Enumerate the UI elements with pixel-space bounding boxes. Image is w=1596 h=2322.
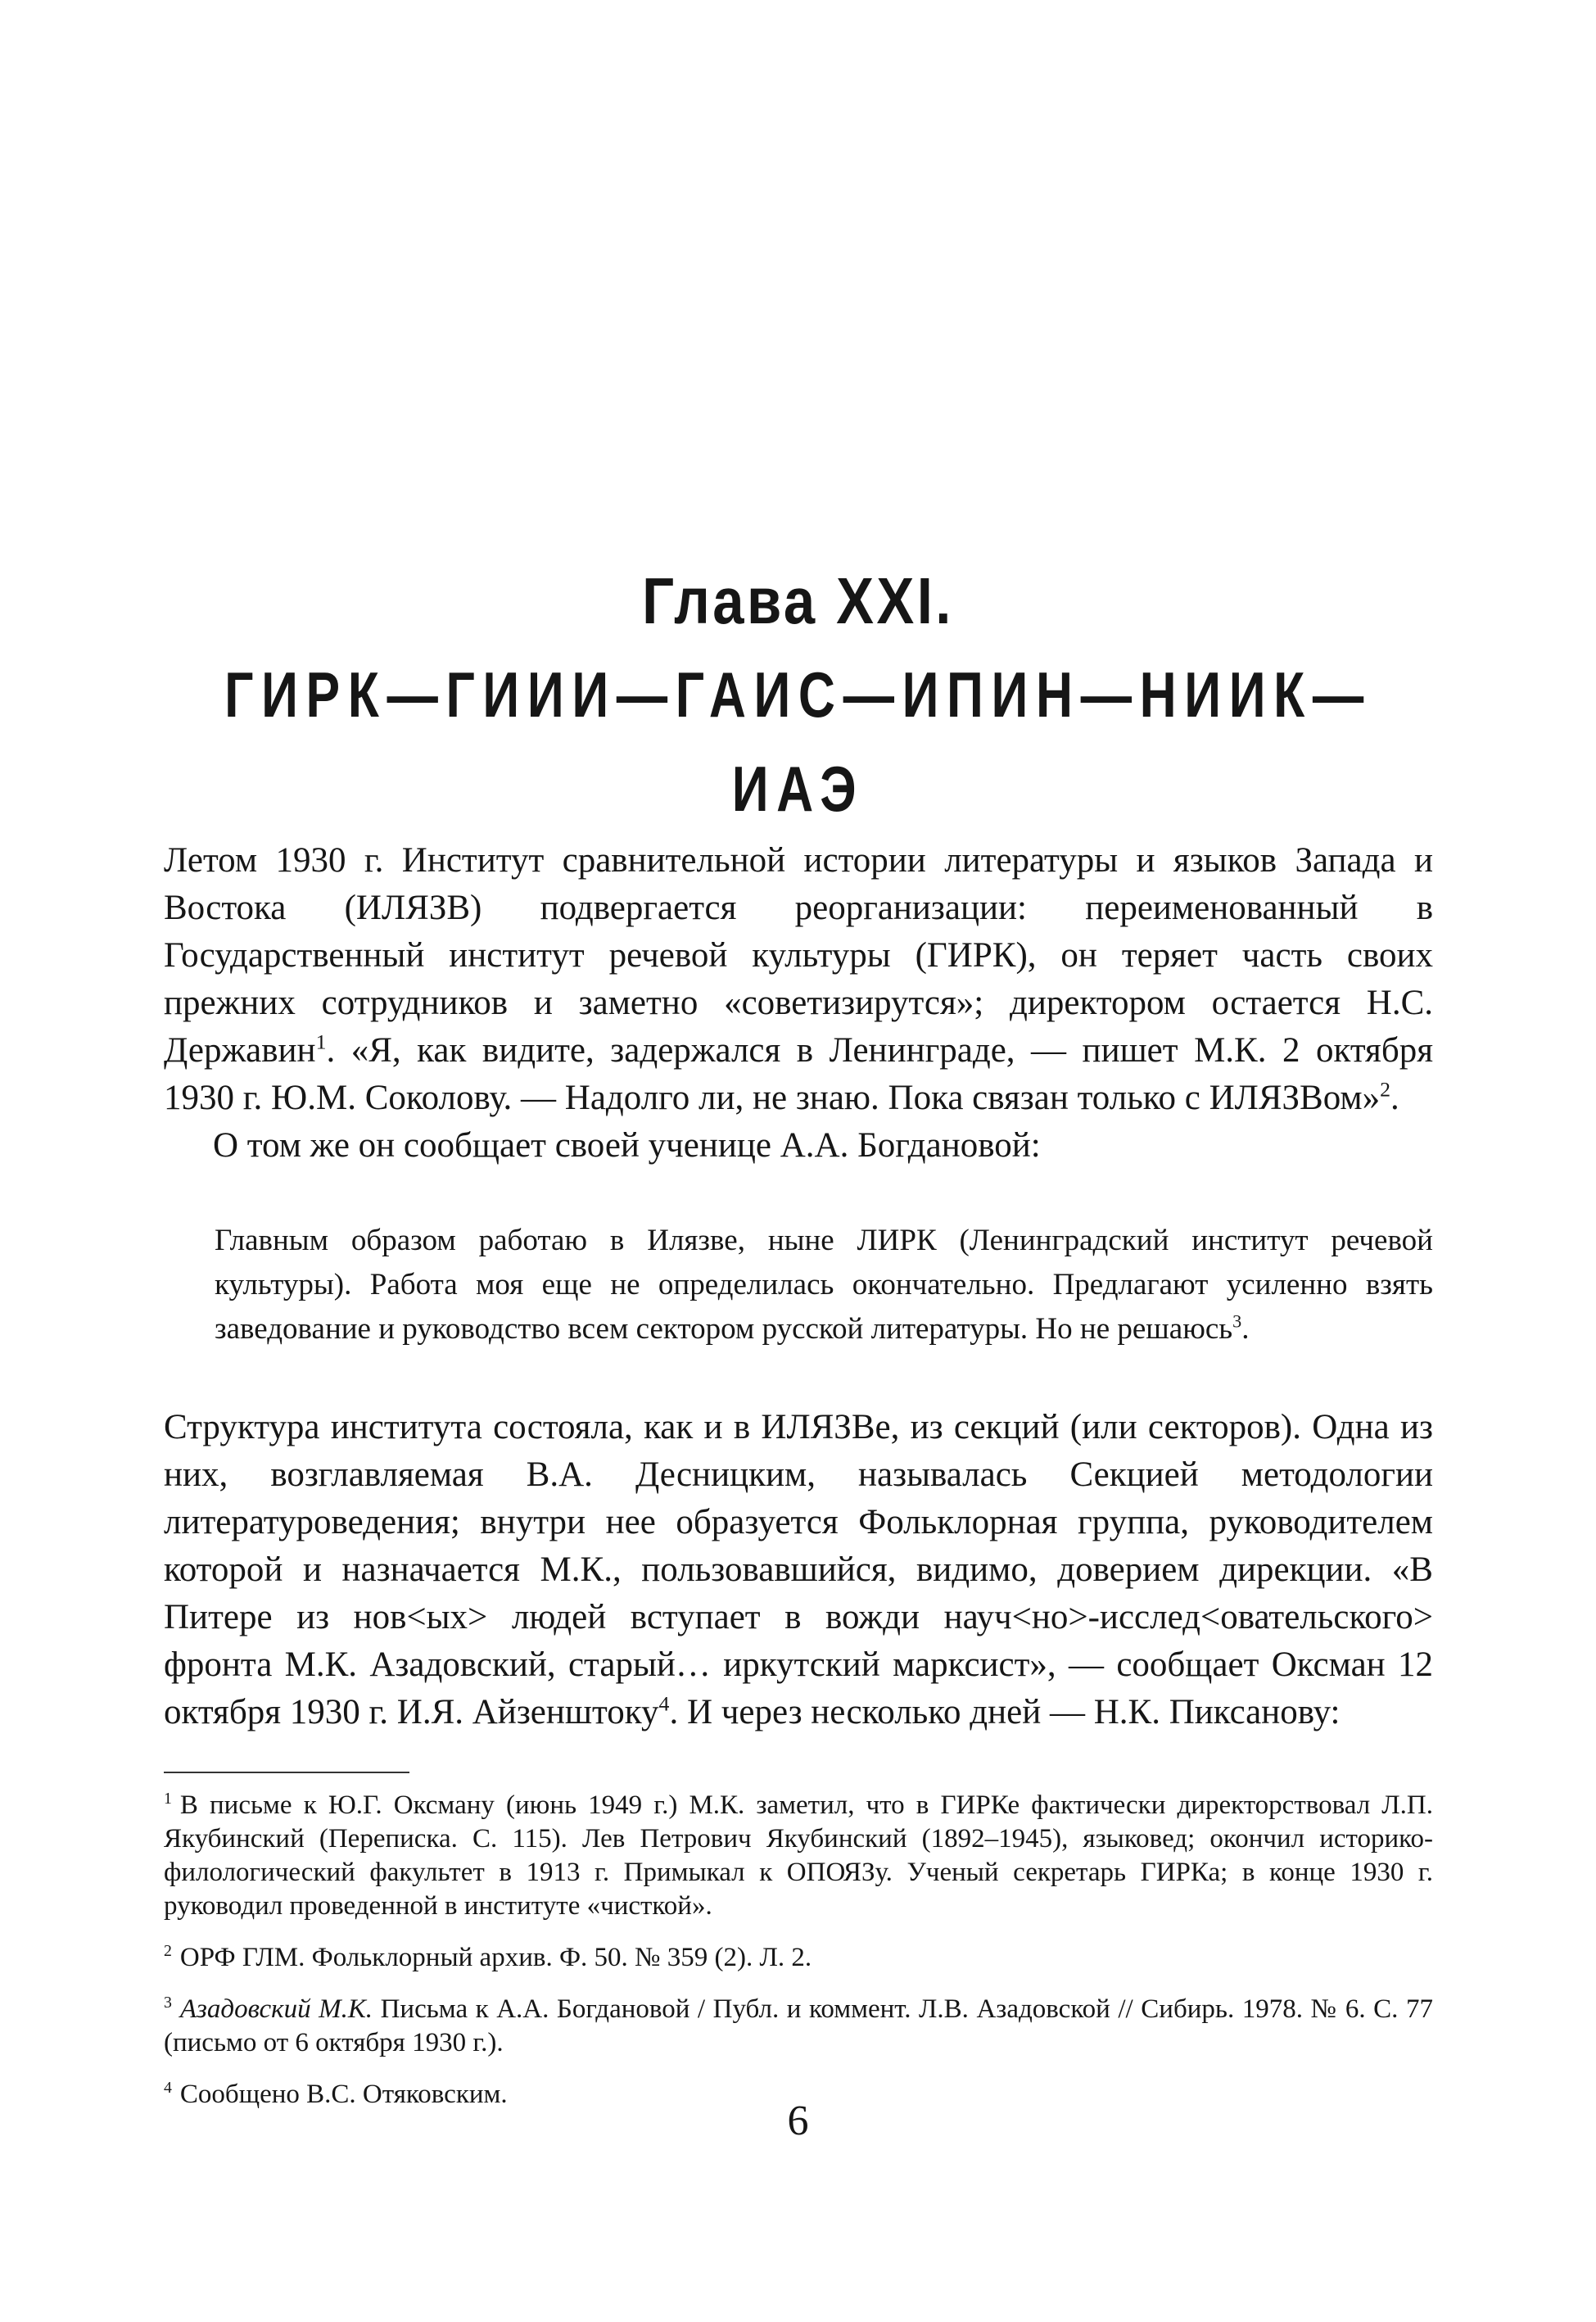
- paragraph-2: [164, 1404, 1433, 1736]
- chapter-title: [0, 554, 1596, 836]
- footnote-text-2: ОРФ ГЛМ. Фольклорный архив. Ф. 50. № 359 (2). Л. 2.: [179, 1943, 812, 1972]
- footnote-1: [164, 1789, 1433, 1923]
- block-quote: [215, 1219, 1433, 1351]
- paragraph-2-part-b: . И через несколько дней — Н.К. Пиксанову:: [669, 1693, 1341, 1731]
- block-quote-body: Главным образом работаю в Илязве, ныне ЛИРК (Ленинградский институт речевой культуры). Работа моя еще не определилась окончательно. Предлагают усиленно взять заведование и руководство всем сектором русской литературы. Но не решаюсь: [215, 1224, 1433, 1346]
- footnote-mark-4: 4: [164, 2079, 172, 2097]
- paragraph-1-part-b: . «Я, как видите, задержался в Ленинграде, — пишет М.К. 2 октября 1930 г. Ю.М. Соколову. — Надолго ли, не знаю. Пока связан только с ИЛЯЗВом»: [164, 1031, 1433, 1117]
- paragraph-1-part-c: .: [1390, 1079, 1399, 1117]
- footnote-text-1: В письме к Ю.Г. Оксману (июнь 1949 г.) М.К. заметил, что в ГИРКе фактически директорствовал Л.П. Якубинский (Переписка. С. 115). Лев Петрович Якубинский (1892–1945), языковед; окончил историко-филологический факультет в 1913 г. Примыкал к ОПОЯЗу. Ученый секретарь ГИРКа; в конце 1930 г. руководил проведенной в институте «чисткой».: [164, 1790, 1433, 1921]
- paragraph-1-text: [164, 837, 1433, 1122]
- block-quote-end: .: [1241, 1312, 1250, 1346]
- paragraph-2-part-a: Структура института состояла, как и в ИЛЯЗВе, из секций (или секторов). Одна из них, возглавляемая В.А. Десницким, называлась Секцией методологии литературоведения; внутри нее образуется Фольклорная группа, руководителем которой и назначается М.К., пользовавшийся, видимо, доверием дирекции. «В Питере из нов<ых> людей вступает в вожди науч<но>-исслед<овательского> фронта М.К. Азадовский, старый… иркутский марксист», — сообщает Оксман 12 октября 1930 г. И.Я. Айзенштоку: [164, 1408, 1433, 1731]
- footnote-text-3: Письма к А.А. Богдановой / Публ. и коммент. Л.В. Азадовской // Сибирь. 1978. № 6. С. 77 (письмо от 6 октября 1930 г.).: [164, 1994, 1433, 2057]
- footnote-divider: [164, 1772, 409, 1773]
- footnote-3: [164, 1993, 1433, 2060]
- footnote-author-3: Азадовский М.К.: [179, 1994, 373, 2024]
- footnote-mark-2: 2: [164, 1942, 172, 1960]
- paragraph-1-part-a: Летом 1930 г. Институт сравнительной истории литературы и языков Запада и Востока (ИЛЯЗВ) подвергается реорганизации: переименованный в Государственный институт речевой культуры (ГИРК), он теряет часть своих прежних сотрудников и заметно «советизирутся»; директором остается Н.С. Державин: [164, 841, 1433, 1070]
- footnote-mark-1: 1: [164, 1790, 172, 1808]
- block-quote-text: [215, 1219, 1433, 1351]
- footnote-mark-3: 3: [164, 1994, 172, 2012]
- footnote-ref-2[interactable]: 2: [1380, 1077, 1391, 1102]
- footnote-2: [164, 1941, 1433, 1975]
- chapter-title-line-1: Глава XXI.: [642, 564, 954, 637]
- footnote-ref-1[interactable]: 1: [315, 1030, 327, 1054]
- page-number: 6: [787, 2098, 809, 2144]
- footnote-text-4: Сообщено В.С. Отяковским.: [179, 2080, 508, 2109]
- paragraph-2-text: [164, 1404, 1433, 1736]
- chapter-title-line-2: ГИРК—ГИИИ—ГАИС—ИПИН—НИИК—ИАЭ: [224, 659, 1372, 825]
- footnote-ref-4[interactable]: 4: [658, 1691, 670, 1716]
- paragraph-1b: О том же он сообщает своей ученице А.А. Богдановой:: [213, 1126, 1041, 1165]
- footnotes: [164, 1789, 1433, 2130]
- paragraph-1: [164, 837, 1433, 1170]
- footnote-ref-3[interactable]: 3: [1232, 1310, 1242, 1332]
